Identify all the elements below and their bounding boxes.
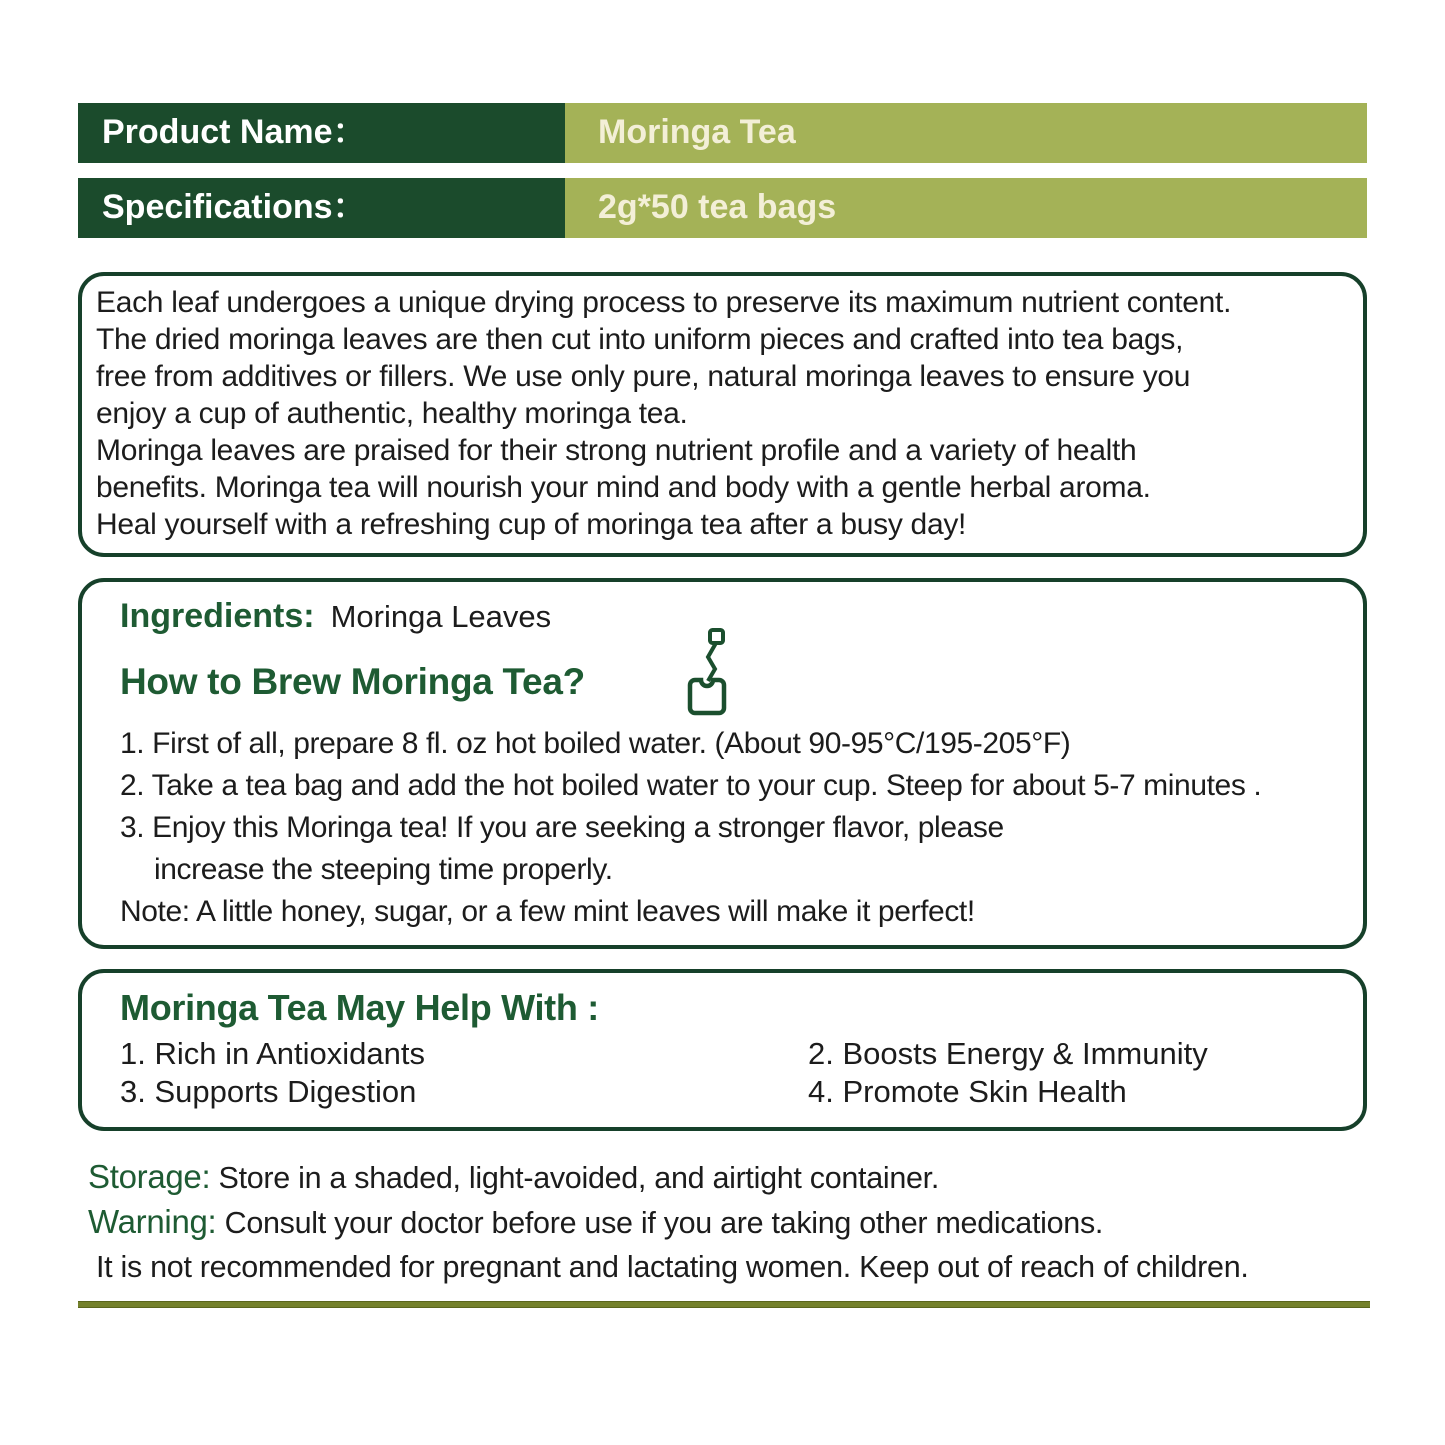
description-line: benefits. Moringa tea will nourish your mind and body with a gentle herbal aroma. (96, 471, 1151, 504)
description-line: Moringa leaves are praised for their strong nutrient profile and a variety of health (96, 434, 1137, 467)
warning-label: Warning: (88, 1203, 217, 1240)
brew-box (78, 578, 1367, 949)
description-box (78, 272, 1367, 557)
bottom-divider (78, 1301, 1370, 1308)
brew-step: 1. First of all, prepare 8 fl. oz hot boiled water. (About 90-95°C/195-205°F) (120, 727, 1071, 760)
benefits-grid (120, 1035, 1347, 1111)
brew-step: 3. Enjoy this Moringa tea! If you are seeking a stronger flavor, please (120, 811, 1004, 844)
brew-steps (120, 723, 1347, 933)
specifications-row (78, 178, 1367, 238)
product-name-value: Moringa Tea (565, 103, 1367, 163)
description-line: enjoy a cup of authentic, healthy moringa tea. (96, 397, 688, 430)
product-name-row (78, 103, 1367, 163)
ingredients-value: Moringa Leaves (330, 599, 552, 634)
brew-heading-row (120, 649, 1347, 715)
benefit-item: 1. Rich in Antioxidants (120, 1036, 426, 1071)
brew-step: 2. Take a tea bag and add the hot boiled water to your cup. Steep for about 5-7 minutes . (120, 769, 1262, 802)
storage-text: Store in a shaded, light-avoided, and airtight container. (218, 1161, 940, 1195)
brew-note: Note: A little honey, sugar, or a few mint leaves will make it perfect! (120, 895, 975, 928)
specifications-value: 2g*50 tea bags (565, 178, 1367, 238)
storage-warning-section (88, 1155, 1367, 1289)
warning-text: Consult your doctor before use if you are taking other medications. (224, 1206, 1104, 1240)
description-line: Heal yourself with a refreshing cup of moringa tea after a busy day! (96, 508, 967, 541)
specifications-label: Specifications： (78, 178, 565, 238)
benefit-item: 3. Supports Digestion (120, 1074, 417, 1109)
ingredients-label: Ingredients: (120, 597, 315, 635)
benefits-box (78, 969, 1367, 1131)
teabag-icon (685, 627, 731, 724)
description-line: free from additives or fillers. We use only pure, natural moringa leaves to ensure you (96, 360, 1191, 393)
benefit-item: 4. Promote Skin Health (808, 1074, 1127, 1109)
storage-label: Storage: (88, 1158, 211, 1195)
warning-line (88, 1200, 1367, 1245)
product-name-label: Product Name： (78, 103, 565, 163)
benefits-heading: Moringa Tea May Help With : (120, 987, 599, 1028)
brew-heading: How to Brew Moringa Tea? (120, 661, 585, 702)
benefit-item: 2. Boosts Energy & Immunity (808, 1036, 1208, 1071)
description-line: Each leaf undergoes a unique drying process to preserve its maximum nutrient content. (96, 286, 1232, 319)
storage-line (88, 1155, 1367, 1200)
description-line: The dried moringa leaves are then cut into uniform pieces and crafted into tea bags, (96, 323, 1184, 356)
label-content (78, 103, 1367, 1308)
ingredients-row (120, 594, 1347, 645)
warning-line-2: It is not recommended for pregnant and lactating women. Keep out of reach of children. (96, 1250, 1249, 1284)
brew-step-continuation: increase the steeping time properly. (154, 853, 613, 886)
